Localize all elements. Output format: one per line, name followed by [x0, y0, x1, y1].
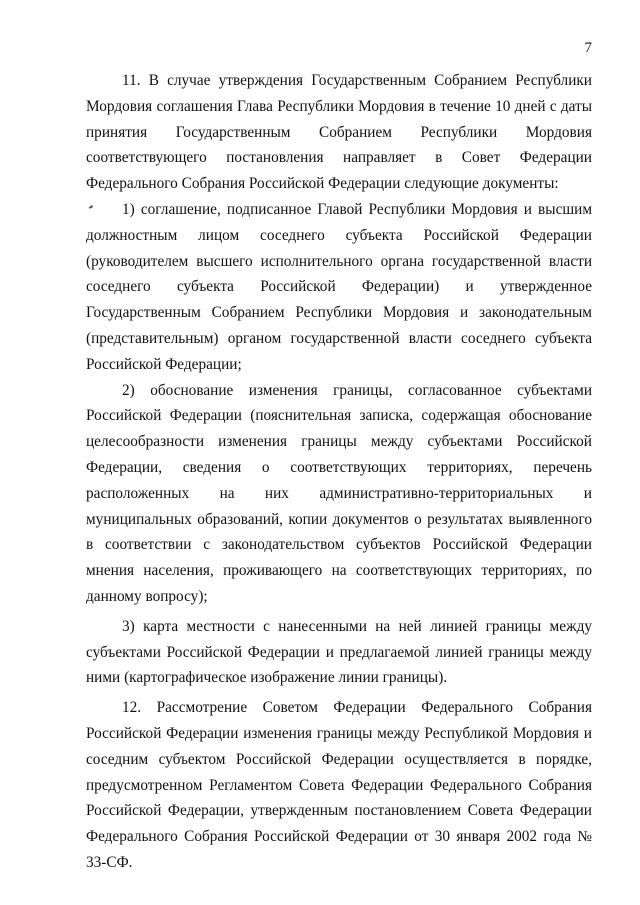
paragraph-subitem-2: 2) обоснование изменения границы, согласованное субъектами Российской Федерации (пояснительная записка, содержащая обоснование целесообразности изменения границы между субъектами Российской Федерации, сведения о соответствующих территориях, перечень расположенных на них административно-территориальных и муниципальных образований, копии документов о результатах выявленного в соответствии с законодательством субъектов Российской Федерации мнения населения, проживающего на соответствующих территориях, по данному вопросу);	[86, 381, 592, 605]
paragraph-item-11: 11. В случае утверждения Государственным Собранием Республики Мордовия соглашения Глава Республики Мордовия в течение 10 дней с даты принятия Государственным Собранием Республики Мордовия соответствующего постановления направляет в Совет Федерации Федерального Собрания Российской Федерации следующие документы:	[86, 72, 592, 193]
page-number: 7	[584, 40, 592, 56]
paragraph-subitem-1: 1) соглашение, подписанное Главой Республики Мордовия и высшим должностным лицом соседнего субъекта Российской Федерации (руководителем высшего исполнительного органа государственной власти соседнего субъекта Российской Федерации) и утвержденное Государственным Собранием Республики Мордовия и законодательным (представительным) органом государственной власти соседнего субъекта Российской Федерации;	[86, 200, 592, 373]
paragraph-item-12: 12. Рассмотрение Советом Федерации Федерального Собрания Российской Федерации изменения границы между Республикой Мордовия и соседним субъектом Российской Федерации осуществляется в порядке, предусмотренном Регламентом Совета Федерации Федерального Собрания Российской Федерации, утвержденным постановлением Совета Федерации Федерального Собрания Российской Федерации от 30 января 2002 года № 33-СФ.	[86, 699, 592, 871]
document-body	[86, 68, 592, 876]
paragraph-subitem-3: 3) карта местности с нанесенными на ней линией границы между субъектами Российской Федерации и предлагаемой линией границы между ними (картографическое изображение линии границы).	[86, 617, 592, 687]
